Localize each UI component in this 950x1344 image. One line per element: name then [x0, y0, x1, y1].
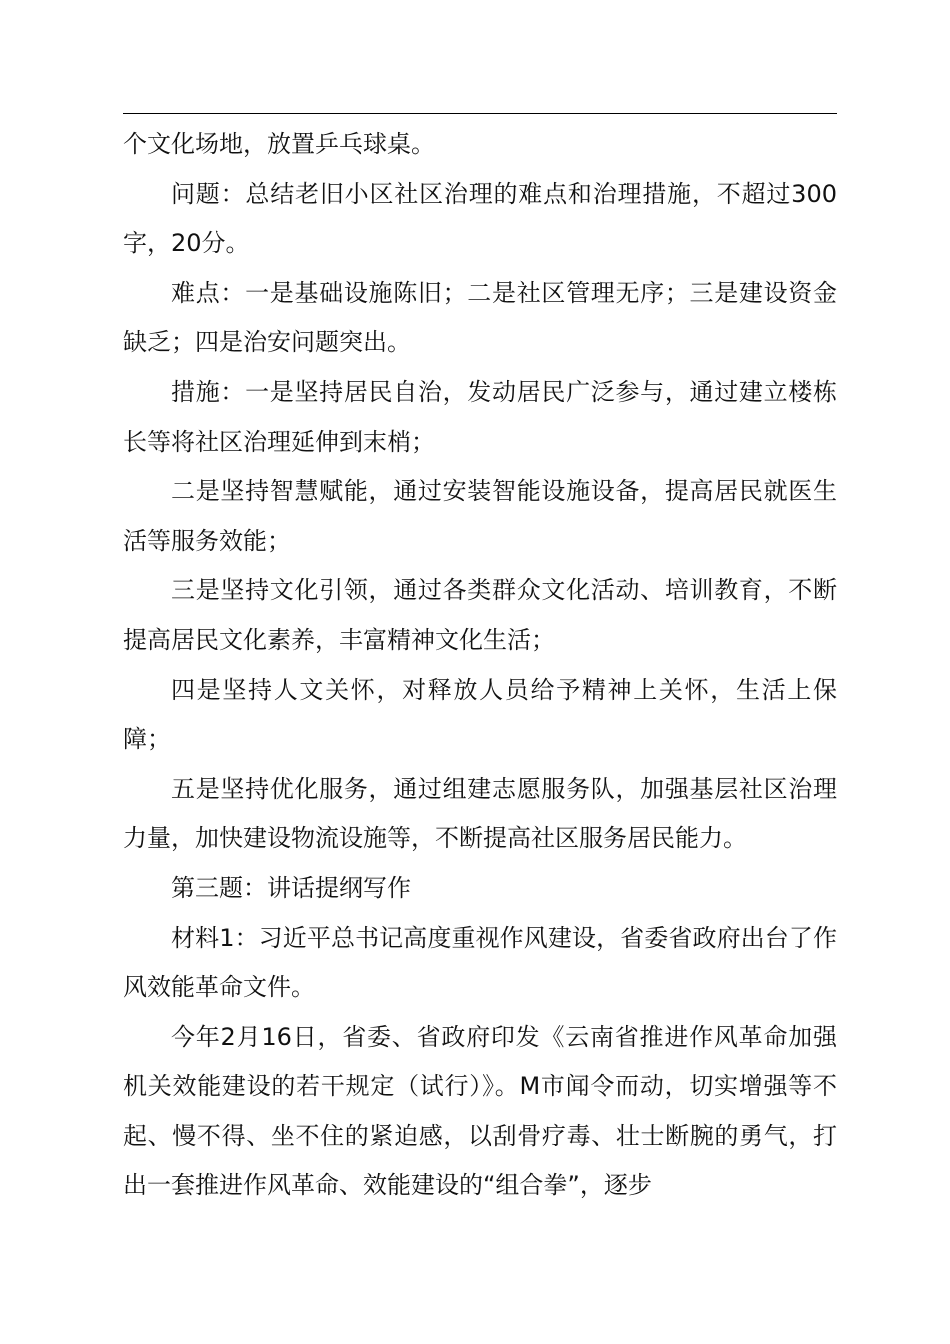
paragraph-measures-4: 四是坚持人文关怀，对释放人员给予精神上关怀，生活上保障； [123, 675, 837, 754]
paragraph-difficulties: 难点：一是基础设施陈旧；二是社区管理无序；三是建设资金缺乏；四是治安问题突出。 [123, 278, 837, 357]
paragraph-question: 问题：总结老旧小区社区治理的难点和治理措施，不超过300字，20分。 [123, 179, 837, 258]
document-body [123, 120, 837, 1211]
paragraph-measures-3: 三是坚持文化引领，通过各类群众文化活动、培训教育，不断提高居民文化素养，丰富精神文化生活； [123, 576, 837, 654]
header-rule [123, 113, 837, 114]
paragraph-measures-5: 五是坚持优化服务，通过组建志愿服务队，加强基层社区治理力量，加快建设物流设施等，不断提高社区服务居民能力。 [123, 774, 837, 853]
paragraph-measures-2: 二是坚持智慧赋能，通过安装智能设施设备，提高居民就医生活等服务效能； [123, 477, 837, 555]
section-heading: 第三题：讲话提纲写作 [171, 873, 411, 902]
paragraph-material-body: 今年2月16日，省委、省政府印发《云南省推进作风革命加强机关效能建设的若干规定（试行）》。M市闻令而动，切实增强等不起、慢不得、坐不住的紧迫感，以刮骨疗毒、壮士断腕的勇气，打出一套推进作风革命、效能建设的“组合拳”，逐步 [123, 1022, 837, 1200]
paragraph-material-1: 材料1：习近平总书记高度重视作风建设，省委省政府出台了作风效能革命文件。 [123, 923, 837, 1002]
paragraph-measures-1: 措施：一是坚持居民自治，发动居民广泛参与，通过建立楼栋长等将社区治理延伸到末梢； [123, 377, 837, 456]
paragraph-continuation: 个文化场地，放置乒乓球桌。 [123, 130, 435, 158]
